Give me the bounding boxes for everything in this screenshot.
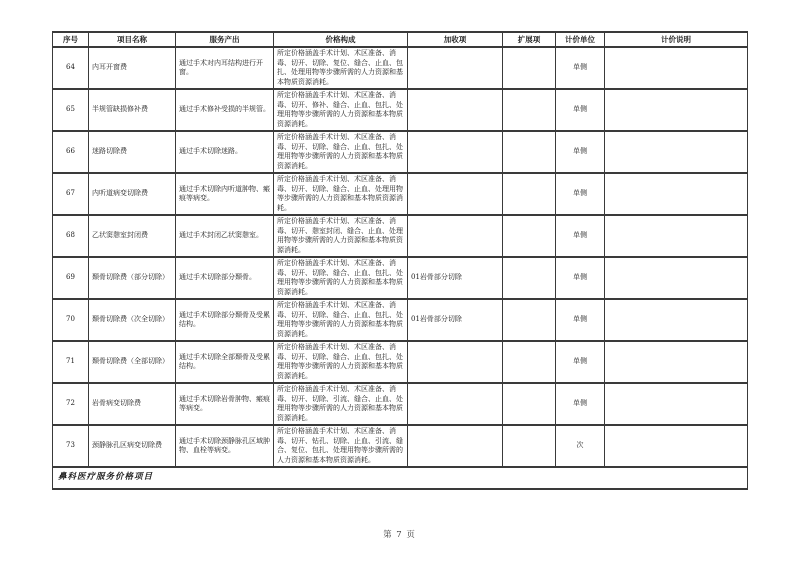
cell-seq: 66 — [53, 131, 89, 173]
table-row — [53, 425, 748, 467]
cell-surcharge: 01岩骨部分切除 — [408, 257, 503, 299]
cell-seq: 72 — [53, 383, 89, 425]
cell-price-composition: 所定价格涵盖手术计划、术区准备、消毒、切开、切除、缝合、止血、包扎、处理用物等步骤所需的人力资源和基本物质资源消耗。 — [274, 299, 408, 341]
section-title-row — [53, 467, 748, 489]
cell-seq: 68 — [53, 215, 89, 257]
cell-item-name: 颈静脉孔区病变切除费 — [89, 425, 176, 467]
cell-price-composition: 所定价格涵盖手术计划、术区准备、消毒、切开、切除、缝合、止血、包扎、处理用物等步骤所需的人力资源和基本物质资源消耗。 — [274, 341, 408, 383]
cell-extension — [503, 257, 556, 299]
cell-seq: 65 — [53, 89, 89, 131]
cell-price-composition: 所定价格涵盖手术计划、术区准备、消毒、切开、钻孔、切除、止血、引流、缝合、复位、包扎、处理用物等步骤所需的人力资源和基本物质资源消耗。 — [274, 425, 408, 467]
cell-note — [605, 173, 748, 215]
header-cell-unit: 计价单位 — [556, 32, 605, 47]
section-title: 鼻科医疗服务价格项目 — [53, 467, 748, 489]
cell-price-composition: 所定价格涵盖手术计划、术区准备、消毒、切开、切除、缝合、止血、处理用物等步骤所需的人力资源和基本物质资源消耗。 — [274, 173, 408, 215]
cell-item-name: 半规管缺损修补费 — [89, 89, 176, 131]
table-row — [53, 215, 748, 257]
cell-seq: 70 — [53, 299, 89, 341]
cell-note — [605, 299, 748, 341]
cell-extension — [503, 173, 556, 215]
cell-surcharge — [408, 131, 503, 173]
table-row — [53, 89, 748, 131]
header-cell-surcharge: 加收项 — [408, 32, 503, 47]
table-row — [53, 131, 748, 173]
cell-service-output: 通过手术切除颈静脉孔区域肿物、血栓等病变。 — [176, 425, 274, 467]
cell-surcharge — [408, 215, 503, 257]
cell-unit: 次 — [556, 425, 605, 467]
cell-surcharge — [408, 425, 503, 467]
cell-extension — [503, 341, 556, 383]
cell-service-output: 通过手术切除部分颞骨。 — [176, 257, 274, 299]
cell-note — [605, 131, 748, 173]
header-cell-extension: 扩展项 — [503, 32, 556, 47]
header-cell-item-name: 项目名称 — [89, 32, 176, 47]
cell-unit: 单侧 — [556, 89, 605, 131]
page-number: 第 7 页 — [383, 530, 416, 540]
cell-unit: 单侧 — [556, 341, 605, 383]
cell-extension — [503, 89, 556, 131]
cell-unit: 单侧 — [556, 47, 605, 89]
cell-service-output: 通过手术封闭乙状窦憩室。 — [176, 215, 274, 257]
price-table-body — [53, 47, 748, 467]
cell-item-name: 内耳开窗费 — [89, 47, 176, 89]
header-cell-note: 计价说明 — [605, 32, 748, 47]
cell-note — [605, 215, 748, 257]
cell-surcharge — [408, 47, 503, 89]
cell-note — [605, 89, 748, 131]
cell-surcharge: 01岩骨部分切除 — [408, 299, 503, 341]
cell-item-name: 迷路切除费 — [89, 131, 176, 173]
cell-note — [605, 257, 748, 299]
cell-surcharge — [408, 341, 503, 383]
cell-extension — [503, 299, 556, 341]
price-table — [52, 31, 748, 490]
table-row — [53, 47, 748, 89]
cell-service-output: 通过手术对内耳结构进行开窗。 — [176, 47, 274, 89]
cell-unit: 单侧 — [556, 173, 605, 215]
cell-unit: 单侧 — [556, 383, 605, 425]
cell-price-composition: 所定价格涵盖手术计划、术区准备、消毒、切开、修补、缝合、止血、包扎、处理用物等步骤所需的人力资源和基本物质资源消耗。 — [274, 89, 408, 131]
cell-price-composition: 所定价格涵盖手术计划、术区准备、消毒、切开、切除、缝合、止血、包扎、处理用物等步骤所需的人力资源和基本物质资源消耗。 — [274, 257, 408, 299]
cell-extension — [503, 383, 556, 425]
cell-service-output: 通过手术切除岩骨肿物、瘢痕等病变。 — [176, 383, 274, 425]
cell-seq: 73 — [53, 425, 89, 467]
cell-service-output: 通过手术切除全部颞骨及受累结构。 — [176, 341, 274, 383]
cell-service-output: 通过手术修补受损的半规管。 — [176, 89, 274, 131]
cell-price-composition: 所定价格涵盖手术计划、术区准备、消毒、切开、切除、复位、缝合、止血、包扎、处理用物等步骤所需的人力资源和基本物质资源消耗。 — [274, 47, 408, 89]
header-cell-service-output: 服务产出 — [176, 32, 274, 47]
table-row — [53, 299, 748, 341]
cell-item-name: 乙状窦憩室封闭费 — [89, 215, 176, 257]
cell-extension — [503, 215, 556, 257]
cell-price-composition: 所定价格涵盖手术计划、术区准备、消毒、切开、切除、缝合、止血、包扎、处理用物等步骤所需的人力资源和基本物质资源消耗。 — [274, 131, 408, 173]
cell-service-output: 通过手术切除部分颞骨及受累结构。 — [176, 299, 274, 341]
table-row — [53, 257, 748, 299]
cell-note — [605, 425, 748, 467]
cell-seq: 71 — [53, 341, 89, 383]
cell-surcharge — [408, 383, 503, 425]
table-row — [53, 173, 748, 215]
cell-seq: 64 — [53, 47, 89, 89]
cell-extension — [503, 131, 556, 173]
header-cell-price-composition: 价格构成 — [274, 32, 408, 47]
cell-surcharge — [408, 89, 503, 131]
cell-seq: 69 — [53, 257, 89, 299]
header-cell-seq: 序号 — [53, 32, 89, 47]
table-header-row — [53, 32, 748, 47]
cell-note — [605, 383, 748, 425]
cell-note — [605, 341, 748, 383]
cell-item-name: 内听道病变切除费 — [89, 173, 176, 215]
cell-price-composition: 所定价格涵盖手术计划、术区准备、消毒、切开、切除、引流、缝合、止血、处理用物等步骤所需的人力资源和基本物质资源消耗。 — [274, 383, 408, 425]
cell-item-name: 颞骨切除费（次全切除） — [89, 299, 176, 341]
cell-service-output: 通过手术切除迷路。 — [176, 131, 274, 173]
cell-price-composition: 所定价格涵盖手术计划、术区准备、消毒、切开、憩室封闭、缝合、止血、处理用物等步骤所需的人力资源和基本物质资源消耗。 — [274, 215, 408, 257]
cell-item-name: 颞骨切除费（全部切除） — [89, 341, 176, 383]
cell-service-output: 通过手术切除内听道肿物、瘢痕等病变。 — [176, 173, 274, 215]
cell-unit: 单侧 — [556, 131, 605, 173]
table-row — [53, 341, 748, 383]
cell-note — [605, 47, 748, 89]
cell-item-name: 颞骨切除费（部分切除） — [89, 257, 176, 299]
cell-extension — [503, 47, 556, 89]
cell-seq: 67 — [53, 173, 89, 215]
table-row — [53, 383, 748, 425]
cell-unit: 单侧 — [556, 257, 605, 299]
cell-surcharge — [408, 173, 503, 215]
cell-unit: 单侧 — [556, 299, 605, 341]
cell-unit: 单侧 — [556, 215, 605, 257]
cell-extension — [503, 425, 556, 467]
cell-item-name: 岩骨病变切除费 — [89, 383, 176, 425]
